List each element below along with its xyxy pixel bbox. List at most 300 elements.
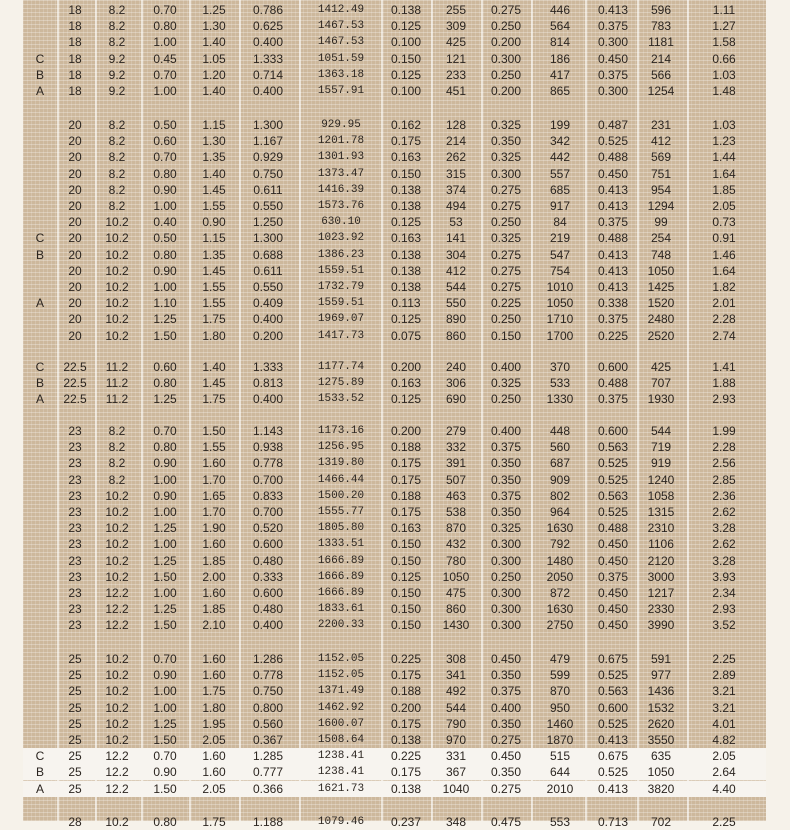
cell-col-9: 0.375 [490,440,522,454]
cell-col-2: 12.2 [105,602,129,616]
grade-cell [28,700,52,716]
table-row [23,472,766,488]
cell-col-3: 0.60 [153,134,177,148]
cell-col-6: 1559.51 [317,265,365,277]
cell-col-3: 0.70 [153,652,177,666]
cell-col-1: 23 [68,586,82,600]
cell-col-6: 1417.73 [317,330,365,342]
table-row [23,585,766,601]
cell-col-7: 0.200 [390,701,422,715]
cell-col-6: 1371.49 [317,685,365,697]
cell-col-5: 0.800 [252,701,284,715]
cell-col-7: 0.163 [390,150,422,164]
cell-col-1: 23 [68,602,82,616]
grade-cell: A [35,84,44,98]
cell-col-7: 0.175 [390,134,422,148]
cell-col-2: 8.2 [108,440,126,454]
cell-col-1: 23 [68,537,82,551]
table-row [23,83,766,99]
table-row [23,263,766,279]
cell-col-6: 1600.07 [317,718,365,730]
cell-col-10: 754 [549,264,571,278]
cell-col-2: 8.2 [108,473,126,487]
cell-col-5: 0.400 [252,84,284,98]
cell-col-13: 2.34 [712,586,736,600]
table-row [23,667,766,683]
cell-col-3: 0.45 [153,52,177,66]
cell-col-6: 1666.89 [317,571,365,583]
cell-col-9: 0.250 [490,19,522,33]
cell-col-11: 0.225 [597,329,629,343]
cell-col-10: 557 [549,167,571,181]
cell-col-7: 0.188 [390,440,422,454]
table-row [23,214,766,230]
cell-col-5: 0.550 [252,280,284,294]
cell-col-8: 391 [445,456,467,470]
cell-col-13: 1.88 [712,376,736,390]
table-row [23,359,766,375]
cell-col-3: 1.00 [153,505,177,519]
cell-col-8: 860 [445,602,467,616]
grade-cell [28,214,52,230]
cell-col-3: 1.00 [153,586,177,600]
cell-col-5: 1.333 [252,52,284,66]
cell-col-13: 1.46 [712,248,736,262]
table-row [23,700,766,716]
cell-col-5: 0.938 [252,440,284,454]
cell-col-6: 1275.89 [317,377,365,389]
cell-col-13: 1.82 [712,280,736,294]
grade-cell [28,601,52,617]
cell-col-10: 448 [549,424,571,438]
cell-col-9: 0.300 [490,586,522,600]
cell-col-5: 0.778 [252,668,284,682]
cell-col-13: 2.64 [712,765,736,779]
table-row [23,2,766,18]
cell-col-9: 0.300 [490,52,522,66]
table-row [23,439,766,455]
cell-col-4: 1.50 [202,424,226,438]
cell-col-8: 544 [445,701,467,715]
cell-col-5: 0.520 [252,521,284,535]
table-row [23,504,766,520]
cell-col-5: 1.333 [252,360,284,374]
cell-col-7: 0.150 [390,52,422,66]
cell-col-7: 0.150 [390,602,422,616]
cell-col-5: 0.700 [252,505,284,519]
cell-col-12: 1050 [647,765,675,779]
cell-col-12: 1050 [647,264,675,278]
cell-col-10: 446 [549,3,571,17]
cell-col-2: 10.2 [105,231,129,245]
cell-col-6: 1500.20 [317,490,365,502]
cell-col-1: 25 [68,717,82,731]
cell-col-11: 0.300 [597,35,629,49]
cell-col-3: 0.70 [153,3,177,17]
cell-col-5: 1.143 [252,424,284,438]
cell-col-4: 1.70 [202,505,226,519]
cell-col-5: 0.400 [252,618,284,632]
cell-col-8: 1040 [442,782,470,796]
cell-col-2: 10.2 [105,684,129,698]
cell-col-8: 128 [445,118,467,132]
cell-col-5: 0.611 [253,183,283,197]
cell-col-4: 1.35 [202,248,226,262]
cell-col-5: 0.688 [252,248,284,262]
cell-col-4: 1.45 [202,264,226,278]
grade-cell [28,34,52,50]
cell-col-1: 28 [68,815,82,829]
cell-col-11: 0.413 [597,782,629,796]
cell-col-9: 0.325 [490,521,522,535]
cell-col-9: 0.400 [490,701,522,715]
cell-col-11: 0.600 [597,701,629,715]
cell-col-9: 0.300 [490,618,522,632]
cell-col-3: 1.10 [153,296,177,310]
cell-col-5: 0.600 [252,586,284,600]
cell-col-10: 547 [549,248,571,262]
grade-cell [28,585,52,601]
cell-col-4: 1.45 [202,183,226,197]
cell-col-12: 748 [650,248,672,262]
cell-col-9: 0.250 [490,215,522,229]
cell-col-9: 0.275 [490,248,522,262]
cell-col-10: 1870 [546,733,574,747]
cell-col-12: 1532 [647,701,675,715]
grade-cell [28,488,52,504]
table-row [23,536,766,552]
table-row [23,764,766,780]
cell-col-4: 1.60 [202,668,226,682]
cell-col-9: 0.325 [490,118,522,132]
grade-cell [28,520,52,536]
cell-col-5: 0.750 [252,167,284,181]
cell-col-13: 1.48 [712,84,736,98]
cell-col-1: 23 [68,554,82,568]
cell-col-4: 1.45 [202,376,226,390]
cell-col-10: 219 [549,231,571,245]
cell-col-11: 0.413 [597,733,629,747]
table-row [23,455,766,471]
grade-cell [28,18,52,34]
cell-col-9: 0.350 [490,717,522,731]
cell-col-7: 0.113 [391,296,421,310]
cell-col-2: 8.2 [108,118,126,132]
cell-col-13: 1.41 [712,360,736,374]
cell-col-4: 1.15 [202,118,226,132]
cell-col-13: 2.28 [712,312,736,326]
cell-col-13: 1.64 [712,264,736,278]
cell-col-7: 0.100 [390,35,422,49]
cell-col-8: 780 [445,554,467,568]
cell-col-9: 0.275 [490,280,522,294]
cell-col-11: 0.525 [597,668,629,682]
cell-col-4: 1.75 [202,312,226,326]
cell-col-12: 707 [650,376,672,390]
table-row [23,117,766,133]
cell-col-3: 0.80 [153,376,177,390]
cell-col-5: 0.400 [252,392,284,406]
cell-col-12: 702 [650,815,672,829]
grade-cell: C [35,749,45,763]
cell-col-2: 12.2 [105,749,129,763]
cell-col-2: 10.2 [105,570,129,584]
cell-col-6: 1833.61 [317,603,365,615]
cell-col-13: 2.25 [712,652,736,666]
cell-col-3: 1.00 [153,701,177,715]
cell-col-9: 0.250 [490,570,522,584]
table-row [23,375,766,391]
cell-col-10: 599 [549,668,571,682]
cell-col-2: 10.2 [105,701,129,715]
cell-col-9: 0.450 [490,652,522,666]
cell-col-5: 0.833 [252,489,284,503]
cell-col-5: 0.400 [252,35,284,49]
cell-col-10: 1700 [546,329,574,343]
cell-col-5: 0.714 [252,68,284,82]
table-row [23,748,766,764]
cell-col-7: 0.188 [390,684,422,698]
cell-col-9: 0.275 [490,199,522,213]
cell-col-8: 494 [445,199,467,213]
cell-col-13: 2.74 [712,329,736,343]
cell-col-13: 2.56 [712,456,736,470]
cell-col-9: 0.375 [490,684,522,698]
cell-col-9: 0.450 [490,749,522,763]
cell-col-6: 1467.53 [317,20,365,32]
cell-col-2: 10.2 [105,815,129,829]
cell-col-2: 11.2 [105,392,129,406]
cell-col-1: 23 [68,618,82,632]
cell-col-12: 596 [650,3,672,17]
cell-col-12: 1520 [647,296,675,310]
cell-col-1: 23 [68,440,82,454]
cell-col-5: 0.480 [252,602,284,616]
cell-col-4: 1.75 [202,684,226,698]
cell-col-5: 0.366 [252,782,284,796]
cell-col-8: 507 [445,473,467,487]
cell-col-11: 0.413 [597,183,629,197]
cell-col-11: 0.525 [597,134,629,148]
grade-cell: B [35,68,44,82]
cell-col-8: 233 [445,68,467,82]
cell-col-3: 0.90 [153,264,177,278]
cell-col-12: 1930 [647,392,675,406]
cell-col-2: 8.2 [108,150,126,164]
cell-col-13: 0.66 [712,52,736,66]
cell-col-2: 9.2 [108,52,126,66]
cell-col-7: 0.175 [390,668,422,682]
cell-col-7: 0.138 [390,782,422,796]
cell-col-8: 870 [445,521,467,535]
cell-col-8: 279 [445,424,467,438]
cell-col-1: 25 [68,765,82,779]
cell-col-4: 2.05 [202,733,226,747]
grade-cell [28,617,52,633]
cell-col-4: 1.60 [202,537,226,551]
cell-col-2: 8.2 [108,183,126,197]
cell-col-9: 0.300 [490,602,522,616]
cell-col-1: 23 [68,489,82,503]
cell-col-13: 1.03 [712,118,736,132]
cell-col-11: 0.450 [597,618,629,632]
cell-col-3: 1.25 [153,717,177,731]
cell-col-3: 1.00 [153,84,177,98]
cell-col-4: 1.75 [202,815,226,829]
cell-col-12: 783 [650,19,672,33]
cell-col-8: 432 [445,537,467,551]
cell-col-6: 1559.51 [317,297,365,309]
cell-col-4: 2.10 [202,618,226,632]
cell-col-11: 0.375 [597,68,629,82]
cell-col-10: 917 [549,199,571,213]
grade-cell [28,311,52,327]
cell-col-11: 0.488 [597,376,629,390]
cell-col-10: 2050 [546,570,574,584]
cell-col-9: 0.350 [490,456,522,470]
cell-col-3: 1.50 [153,782,177,796]
cell-col-5: 0.333 [252,570,284,584]
cell-col-12: 566 [650,68,672,82]
cell-col-13: 1.58 [712,35,736,49]
cell-col-4: 1.85 [202,602,226,616]
grade-cell: A [35,782,44,796]
cell-col-10: 872 [549,586,571,600]
cell-col-13: 1.11 [712,3,736,17]
cell-col-1: 23 [68,456,82,470]
table-row [23,149,766,165]
cell-col-10: 687 [549,456,571,470]
cell-col-8: 308 [445,652,467,666]
cell-col-7: 0.163 [390,376,422,390]
cell-col-4: 1.85 [202,554,226,568]
cell-col-9: 0.375 [490,489,522,503]
grade-cell [28,814,52,830]
table-row [23,67,766,83]
cell-col-6: 1173.16 [317,425,365,437]
cell-col-4: 1.15 [202,231,226,245]
cell-col-6: 1238.41 [317,766,365,778]
cell-col-10: 1480 [546,554,574,568]
cell-col-10: 199 [549,118,571,132]
cell-col-13: 3.21 [712,701,736,715]
cell-col-13: 1.99 [712,424,736,438]
cell-col-1: 22.5 [63,360,87,374]
cell-col-5: 0.550 [252,199,284,213]
grade-cell [28,504,52,520]
cell-col-10: 370 [549,360,571,374]
cell-col-2: 10.2 [105,248,129,262]
grade-cell [28,732,52,748]
cell-col-10: 685 [549,183,571,197]
cell-col-8: 425 [445,35,467,49]
cell-col-4: 1.60 [202,456,226,470]
cell-col-1: 23 [68,521,82,535]
cell-col-13: 2.05 [712,199,736,213]
cell-col-11: 0.450 [597,586,629,600]
cell-col-3: 1.00 [153,280,177,294]
table-row [23,247,766,263]
cell-col-5: 1.188 [252,815,284,829]
cell-col-1: 25 [68,749,82,763]
cell-col-3: 0.90 [153,489,177,503]
cell-col-2: 10.2 [105,312,129,326]
grade-cell: A [35,392,44,406]
cell-col-5: 0.777 [252,765,284,779]
cell-col-3: 0.90 [153,668,177,682]
table-row [23,34,766,50]
cell-col-10: 1460 [546,717,574,731]
cell-col-3: 0.90 [153,183,177,197]
cell-col-11: 0.525 [597,765,629,779]
cell-col-10: 950 [549,701,571,715]
cell-col-6: 2200.33 [317,619,365,631]
cell-col-9: 0.225 [490,296,522,310]
cell-col-10: 792 [549,537,571,551]
cell-col-13: 4.82 [712,733,736,747]
cell-col-11: 0.525 [597,473,629,487]
cell-col-11: 0.300 [597,84,629,98]
cell-col-9: 0.200 [490,35,522,49]
cell-col-9: 0.250 [490,312,522,326]
grade-cell [28,263,52,279]
cell-col-12: 2120 [647,554,675,568]
cell-col-2: 10.2 [105,717,129,731]
cell-col-2: 12.2 [105,765,129,779]
cell-col-13: 4.01 [712,717,736,731]
cell-col-8: 463 [445,489,467,503]
grade-cell [28,133,52,149]
cell-col-11: 0.525 [597,456,629,470]
cell-col-1: 25 [68,684,82,698]
table-row [23,18,766,34]
cell-col-1: 20 [68,248,82,262]
cell-col-10: 909 [549,473,571,487]
cell-col-3: 0.80 [153,440,177,454]
cell-col-2: 10.2 [105,489,129,503]
cell-col-8: 332 [445,440,467,454]
cell-col-1: 20 [68,134,82,148]
cell-col-12: 1254 [647,84,675,98]
cell-col-8: 341 [445,668,467,682]
cell-col-5: 0.700 [252,473,284,487]
cell-col-6: 1508.64 [317,734,365,746]
cell-col-6: 1023.92 [317,232,365,244]
grade-cell [28,667,52,683]
cell-col-7: 0.150 [390,537,422,551]
cell-col-8: 690 [445,392,467,406]
cell-col-3: 0.70 [153,68,177,82]
cell-col-13: 2.85 [712,473,736,487]
cell-col-10: 1710 [546,312,574,326]
cell-col-13: 2.93 [712,602,736,616]
cell-col-6: 1557.91 [317,85,365,97]
grade-cell [28,149,52,165]
table-row [23,311,766,327]
cell-col-4: 1.60 [202,749,226,763]
cell-col-1: 20 [68,329,82,343]
table-row [23,601,766,617]
cell-col-10: 870 [549,684,571,698]
cell-col-4: 2.05 [202,782,226,796]
cell-col-11: 0.713 [597,815,629,829]
cell-col-2: 8.2 [108,3,126,17]
cell-col-9: 0.275 [490,264,522,278]
cell-col-3: 1.25 [153,521,177,535]
cell-col-6: 1201.78 [317,135,365,147]
grade-cell [28,455,52,471]
table-row [23,781,766,797]
